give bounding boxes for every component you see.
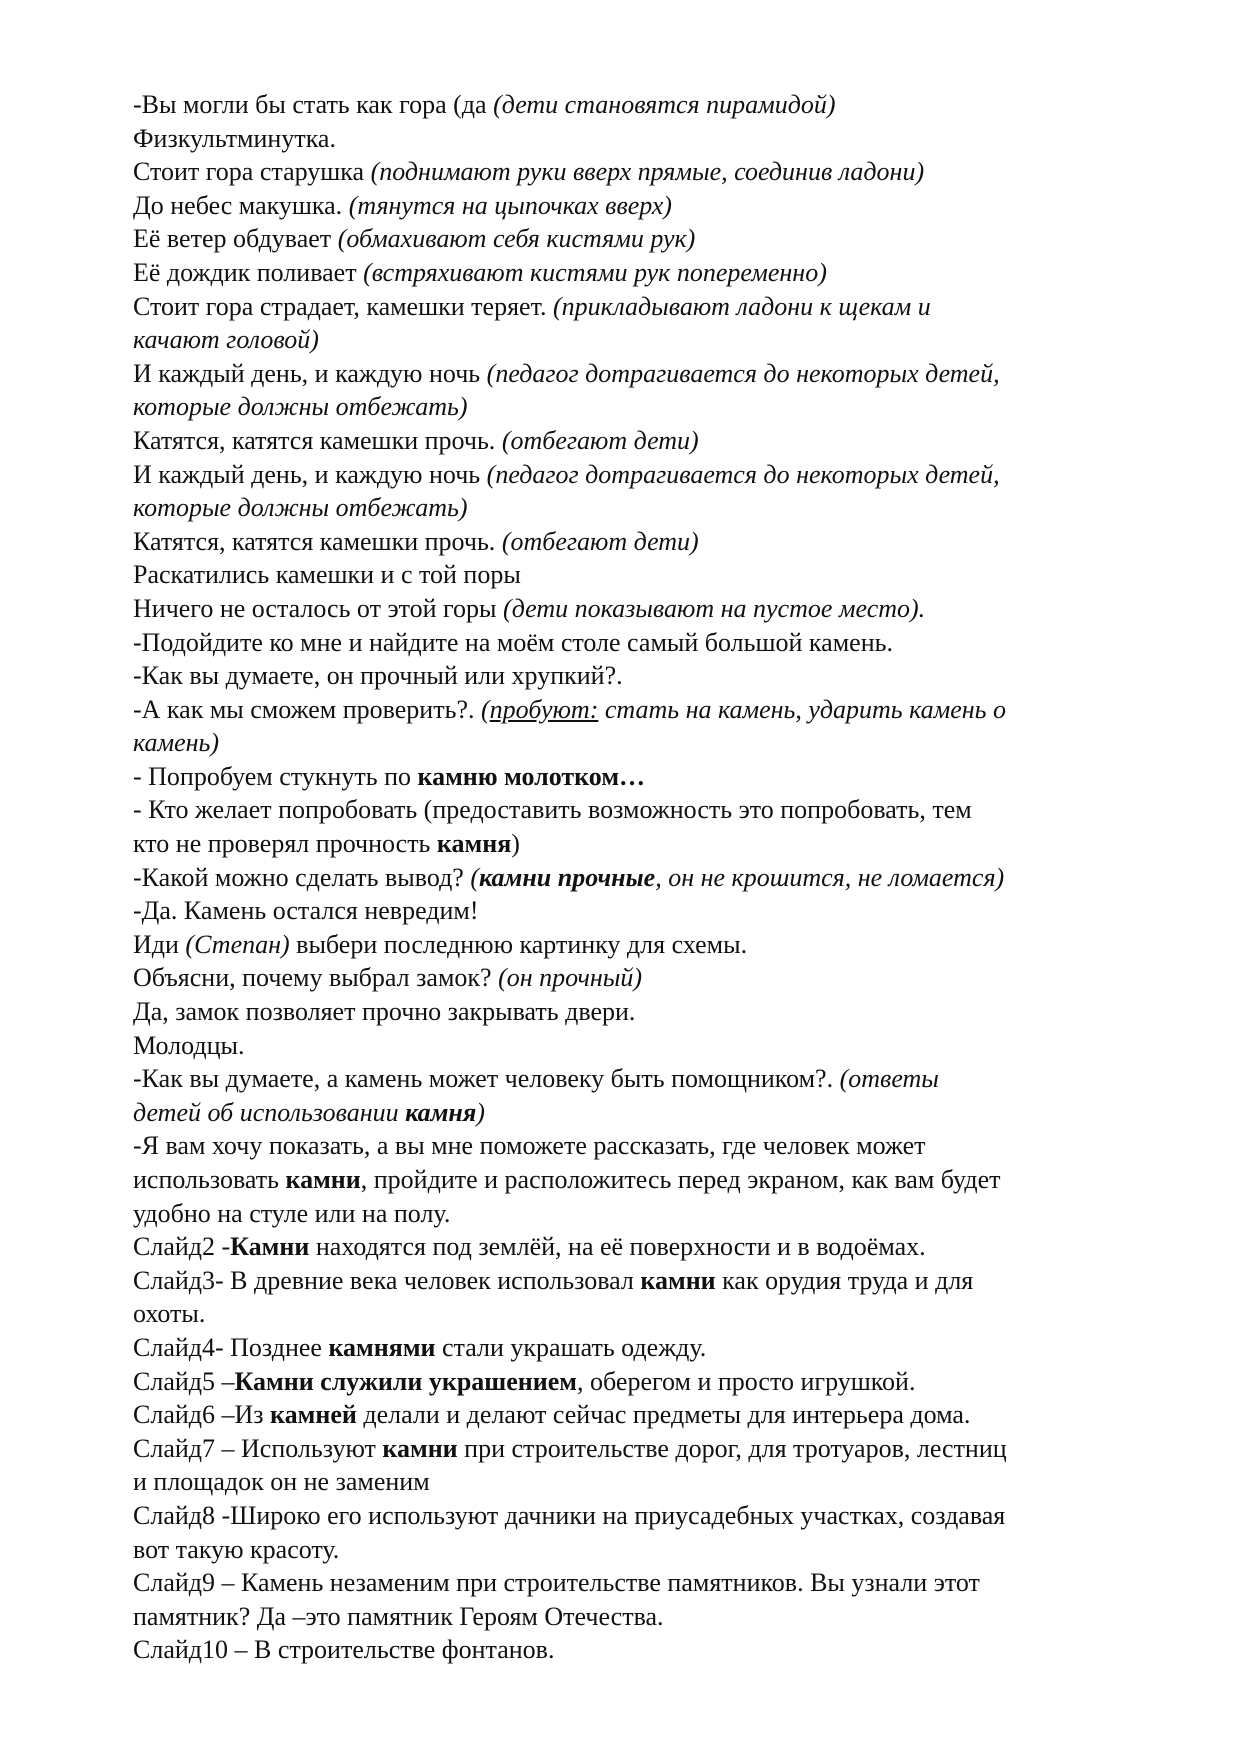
italic-note: которые должны отбежать): [133, 392, 468, 422]
bold-text: камни: [285, 1165, 361, 1194]
text-line: [133, 861, 1133, 895]
bold-text: камню молотком…: [417, 761, 646, 791]
italic-note: (Степан): [185, 929, 290, 959]
bold-text: камнями: [328, 1332, 436, 1362]
text-line: [133, 1129, 1133, 1163]
text-line: [133, 1633, 1133, 1667]
text-line: [133, 1197, 1133, 1231]
text-segment: Слайд6 –Из: [133, 1400, 271, 1430]
text-segment: Объясни, почему выбрал замок?: [133, 963, 499, 993]
bold-text: Камни служили украшением: [234, 1366, 578, 1396]
text-segment: Слайд7 – Используют: [133, 1433, 383, 1463]
bold-text: камни: [382, 1433, 458, 1463]
text-segment: -Как вы думаете, он прочный или хрупкий?.: [133, 661, 623, 691]
text-segment: - Попробуем стукнуть по: [133, 761, 418, 791]
italic-note: детей об использовании: [133, 1097, 406, 1127]
text-segment: -Я вам хочу показать, а вы мне поможете рассказать, где человек может: [133, 1131, 926, 1161]
text-segment: Слайд2 -: [133, 1232, 231, 1262]
text-line: [133, 1499, 1133, 1533]
italic-note: (: [480, 694, 490, 724]
text-line: [133, 928, 1133, 962]
bold-text: камней: [270, 1400, 357, 1430]
text-segment: И каждый день, и каждую ночь: [133, 459, 487, 489]
italic-note: (: [470, 862, 480, 892]
italic-note: ): [476, 1097, 485, 1127]
text-segment: Раскатились камешки и с той поры: [133, 560, 521, 590]
text-line: [133, 894, 1133, 928]
text-segment: И каждый день, и каждую ночь: [133, 358, 487, 388]
text-line: [133, 189, 1133, 223]
text-line: [133, 760, 1133, 794]
italic-note: (прикладывают ладони к щекам и: [552, 291, 931, 321]
italic-note: (педагог дотрагивается до некоторых детей,: [486, 459, 1000, 489]
text-segment: кто не проверял прочность: [133, 829, 437, 859]
text-line: [133, 323, 1133, 357]
text-line: [133, 1163, 1133, 1197]
italic-note: (дети становятся пирамидой): [493, 90, 836, 119]
text-line: [133, 693, 1133, 727]
text-segment: Слайд5 –: [133, 1366, 235, 1396]
text-segment: делали и делают сейчас предметы для интерьера дома.: [356, 1400, 971, 1430]
text-line: [133, 1566, 1133, 1600]
bold-text: камня: [405, 1097, 477, 1127]
text-line: [133, 1331, 1133, 1365]
text-segment: Слайд4- Позднее: [133, 1332, 329, 1362]
text-line: [133, 458, 1133, 492]
text-line: [133, 1432, 1133, 1466]
text-line: [133, 1297, 1133, 1331]
text-segment: как орудия труда и для: [715, 1265, 974, 1295]
text-line: [133, 491, 1133, 525]
text-line: [133, 88, 1133, 122]
text-segment: Да, замок позволяет прочно закрывать двери.: [133, 997, 636, 1027]
text-segment: -Какой можно сделать вывод?: [133, 862, 471, 892]
text-segment: охоты.: [133, 1299, 206, 1329]
text-segment: Молодцы.: [133, 1030, 245, 1060]
text-segment: стали украшать одежду.: [435, 1332, 707, 1362]
document-page: [133, 88, 1133, 1667]
text-line: [133, 222, 1133, 256]
text-segment: Катятся, катятся камешки прочь.: [133, 526, 502, 556]
text-line: [133, 995, 1133, 1029]
text-segment: Слайд10 – В строительстве фонтанов.: [133, 1635, 555, 1665]
text-line: [133, 558, 1133, 592]
italic-note: (он прочный): [498, 963, 643, 993]
bold-text: камня: [436, 829, 512, 859]
text-segment: памятник? Да –это памятник Героям Отечества.: [133, 1601, 664, 1631]
text-segment: Слайд9 – Камень незаменим при строительстве памятников. Вы узнали этот: [133, 1568, 980, 1598]
text-segment: Стоит гора страдает, камешки теряет.: [133, 291, 553, 321]
text-segment: Ничего не осталось от этой горы: [133, 593, 504, 623]
text-segment: Физкультминутка.: [133, 123, 336, 153]
text-line: [133, 155, 1133, 189]
text-segment: Её ветер обдувает: [133, 224, 338, 254]
text-segment: Её дождик поливает: [133, 257, 364, 287]
text-segment: -Да. Камень остался невредим!: [133, 896, 479, 926]
text-segment: -Подойдите ко мне и найдите на моём столе самый большой камень.: [133, 627, 893, 657]
text-line: [133, 961, 1133, 995]
bold-text: камни: [640, 1265, 716, 1295]
italic-note: (отбегают дети): [501, 425, 699, 455]
text-segment: ): [511, 829, 520, 859]
text-segment: Иди: [133, 929, 186, 959]
text-segment: при строительстве дорог, для тротуаров, лестниц: [457, 1433, 1007, 1463]
text-line: [133, 793, 1133, 827]
italic-note: (обмахивают себя кистями рук): [337, 224, 696, 254]
text-line: [133, 1062, 1133, 1096]
italic-note: (отбегают дети): [501, 526, 699, 556]
text-line: [133, 424, 1133, 458]
text-segment: , пройдите и расположитесь перед экраном, как вам будет: [360, 1165, 1001, 1194]
text-line: [133, 626, 1133, 660]
italic-note: (ответы: [839, 1064, 939, 1094]
text-line: [133, 290, 1133, 324]
italic-note: пробуют:: [489, 694, 599, 724]
text-line: [133, 726, 1133, 760]
text-line: [133, 827, 1133, 861]
text-segment: Слайд8 -Широко его используют дачники на приусадебных участках, создавая: [133, 1500, 1006, 1530]
text-line: [133, 659, 1133, 693]
text-line: [133, 1029, 1133, 1063]
text-segment: использовать: [133, 1165, 286, 1194]
text-segment: вот такую красоту.: [133, 1534, 340, 1564]
text-line: [133, 256, 1133, 290]
text-line: [133, 525, 1133, 559]
text-segment: -Вы могли бы стать как гора (да: [133, 90, 494, 119]
italic-note: (поднимают руки вверх прямые, соединив ладони): [370, 157, 925, 187]
text-line: [133, 1600, 1133, 1634]
italic-note: (тянутся на цыпочках вверх): [348, 190, 672, 220]
text-line: [133, 1264, 1133, 1298]
italic-note: камень): [133, 728, 220, 758]
text-line: [133, 1465, 1133, 1499]
italic-note: (встряхивают кистями рук попеременно): [363, 257, 827, 287]
text-segment: находятся под землёй, на её поверхности и в водоёмах.: [309, 1232, 926, 1262]
bold-text: камни прочные: [479, 862, 656, 892]
text-line: [133, 592, 1133, 626]
text-segment: Стоит гора старушка: [133, 157, 371, 187]
text-line: [133, 1230, 1133, 1264]
text-line: [133, 1096, 1133, 1130]
italic-note: стать на камень, ударить камень о: [598, 694, 1006, 724]
text-line: [133, 122, 1133, 156]
text-segment: -Как вы думаете, а камень может человеку быть помощником?.: [133, 1064, 840, 1094]
text-segment: До небес макушка.: [133, 190, 349, 220]
text-line: [133, 1398, 1133, 1432]
text-line: [133, 1365, 1133, 1399]
text-line: [133, 357, 1133, 391]
italic-note: , он не крошится, не ломается): [655, 862, 1005, 892]
text-line: [133, 1533, 1133, 1567]
italic-note: (педагог дотрагивается до некоторых детей,: [486, 358, 1000, 388]
text-segment: и площадок он не заменим: [133, 1467, 430, 1497]
text-segment: Слайд3- В древние века человек использовал: [133, 1265, 641, 1295]
italic-note: качают головой): [133, 325, 319, 355]
text-segment: , оберегом и просто игрушкой.: [577, 1366, 916, 1396]
bold-text: Камни: [230, 1232, 310, 1262]
text-segment: выбери последнюю картинку для схемы.: [289, 929, 748, 959]
text-segment: удобно на стуле или на полу.: [133, 1198, 451, 1228]
text-line: [133, 390, 1133, 424]
text-segment: -А как мы сможем проверить?.: [133, 694, 481, 724]
text-segment: Катятся, катятся камешки прочь.: [133, 425, 502, 455]
italic-note: (дети показывают на пустое место).: [503, 593, 926, 623]
italic-note: которые должны отбежать): [133, 493, 468, 523]
text-segment: - Кто желает попробовать (предоставить возможность это попробовать, тем: [133, 795, 972, 825]
